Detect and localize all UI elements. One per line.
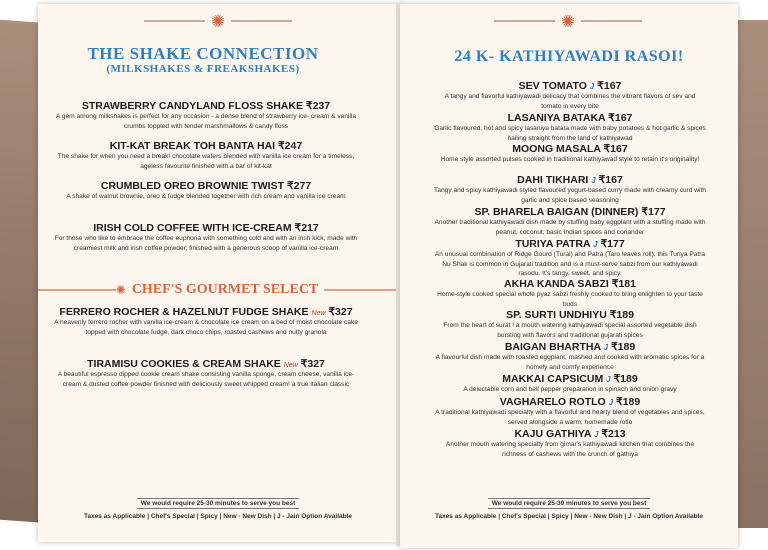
menu-item: DAHI TIKHARI J ₹167 Tangy and spicy kathiyawadi styled flavoured yogurt-based curry made with creamy curd with garlic and spice based seasoning [434, 174, 706, 204]
menu-item: MOONG MASALA ₹167 Home style assorted pulses cooked in traditional kathiyawad style to retain it's originality! [440, 143, 700, 163]
menu-item: IRISH COLD COFFEE WITH ICE-CREAM ₹217 For those who like to embrace the coffee euphoria with something cold and with an irish kick, made with creamiest milk and irish coffee powder, finished with a generous scoop of vanilla ice-cream [54, 222, 358, 252]
menu-item: KIT-KAT BREAK TOH BANTA HAI ₹247 The shake for when you need a break! chocolate wafers blended with vanilla ice cream for a timeless, ageless favourite finished with a bar of kit-kat [57, 140, 355, 170]
top-ornament [488, 10, 648, 32]
left-footer: We would require 25-30 minutes to serve you best Taxes as Applicable | Chef's Special | Spicy | New - New Dish | J - Jain Option Available [83, 500, 353, 520]
left-menu-page [38, 4, 402, 542]
menu-item: LASANIYA BATAKA ₹167 Garlic flavoured, hot and spicy lasaniya batata made with baby potatoes & hot garlic & spices hailing straight from the land of kathiyawad [434, 112, 706, 142]
menu-item: SEV TOMATO J ₹167 A tangy and flavorful kathiyawadi delicacy that combines the vibrant flavors of sev and tomato in every bite [444, 80, 696, 110]
flower-icon: ✺ [210, 11, 226, 31]
flower-icon: ✺ [560, 11, 576, 31]
menu-item: SP. SURTI UNDHIYU ₹189 From the heart of surat ! a mouth watering kathiyawadi special assorted vegetable dish bursting with flavors and traditional gujarati spices [443, 309, 697, 339]
menu-item: TURIYA PATRA J ₹177 An unusual combination of Ridge Gourd (Turai) and Patra (Taro leaves roll), this Turiya Patra Nu Shak is common in Gujarati tradition and is a must-serve sabzi from our kathiyawadi rasodu. It's tangy, sweet, and spicy. [434, 238, 706, 278]
menu-item: FERRERO ROCHER & HAZELNUT FUDGE SHAKE New ₹327 A heavenly ferrero rocher with vanilla ice-cream & chocolate ice cream on a bed of moist chocolate cake topped with chocolate fudge, dark choco chips, roasted cashews and nutty granola [54, 306, 358, 336]
menu-item: MAKKAI CAPSICUM J ₹189 A delectable corn and bell pepper preparation in spinach and onion gravy [463, 373, 677, 393]
top-ornament [138, 10, 298, 32]
menu-item: AKHA KANDA SABZI ₹181 Home-style cooked special whole pyaz sabzi freshly cooked to bring enlighten to your taste buds [437, 278, 703, 308]
right-footer: We would require 25-30 minutes to serve you best Taxes as Applicable | Chef's Special | Spicy | New - New Dish | J - Jain Option Available [434, 500, 704, 520]
menu-item: TIRAMISU COOKIES & CREAM SHAKE New ₹327 A beautiful espresso dipped cookie cream shake consisting vanilla sponge, cream cheese, vanilla ice-cream & dusted coffee powder finished with deliciously sweet whipped cream! a true italian classic [57, 358, 355, 388]
flower-icon: ✺ [115, 283, 126, 297]
menu-item: STRAWBERRY CANDYLAND FLOSS SHAKE ₹237 A gem among milkshakes is perfect for any occasion - a dense blend of strawberry ice- cream & vanilla crumbs toppled with tender marshmallows & candy floss [55, 100, 357, 130]
menu-item: CRUMBLED OREO BROWNIE TWIST ₹277 A shake of walnut brownie, oreo & fudge blended together with rich cream and vanilla ice cream [66, 180, 346, 200]
section-title: CHEF'S GOURMET SELECT [131, 282, 319, 297]
menu-item: SP. BHARELA BAIGAN (DINNER) ₹177 Another traditional kathiyawadi dish made by stuffing baby eggplant with a stuffing made with peanut, coconut, basic Indian spices and coriander [434, 206, 706, 236]
menu-item: BAIGAN BHARTHA J ₹189 A flavourful dish made with roasted eggplant, mashed and cooked with aromatic spices for a homely and comfy experience [435, 341, 705, 371]
right-menu-page [400, 4, 738, 548]
left-page-title: THE SHAKE CONNECTION [87, 44, 319, 63]
right-page-title: 24 K- KATHIYAWADI RASOI! [454, 48, 684, 65]
menu-item: VAGHARELO ROTLO J ₹189 A traditional kathiyawadi specialty with a flavorful and hearty blend of vegetables and spices, served alongside a warm, homemade rotlo [435, 396, 705, 426]
menu-item: KAJU GATHIYA J ₹213 Another mouth watering specialty from gimar's kathiyawadi kitchen that combines the richness of cashews with the crunch of gathiya [445, 428, 695, 458]
left-page-subtitle: (MILKSHAKES & FREAKSHAKES) [106, 63, 300, 75]
chefs-gourmet-select-banner [38, 280, 402, 300]
